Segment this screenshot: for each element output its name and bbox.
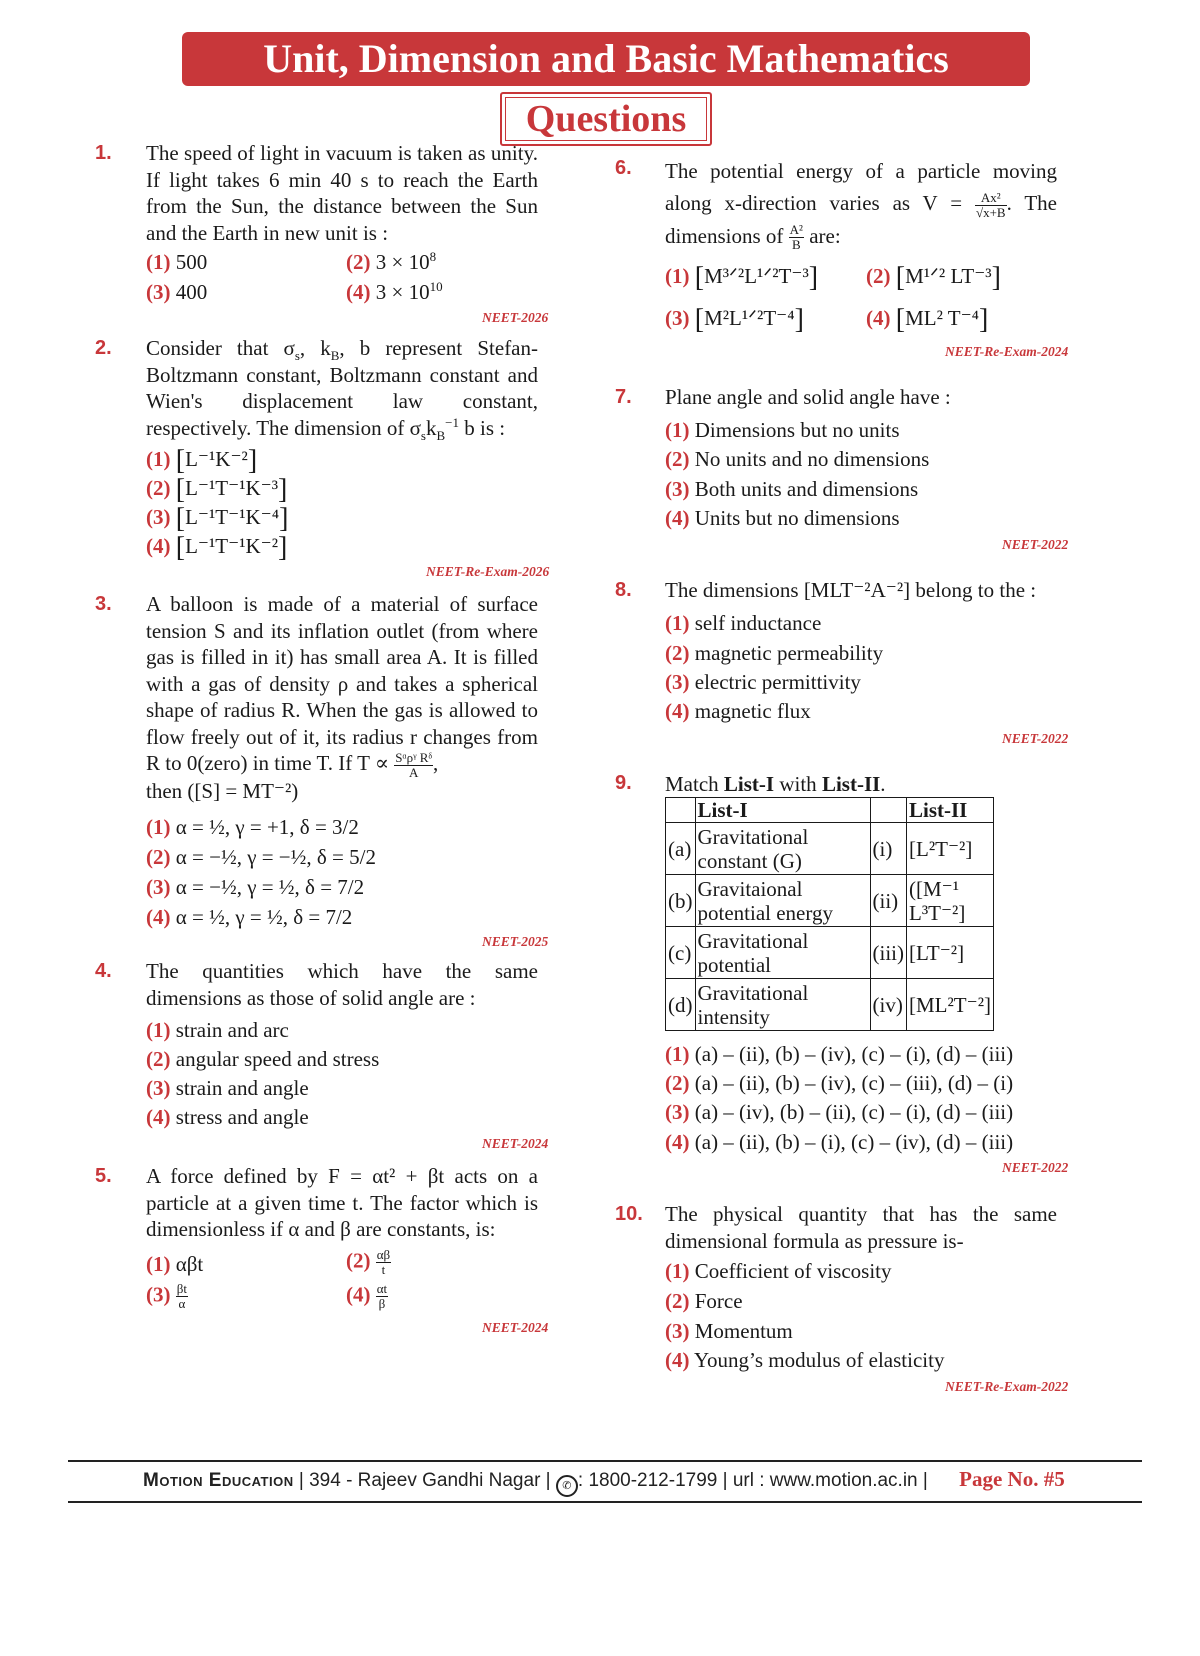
question-number: 3. bbox=[95, 593, 112, 615]
option-1: (1) [L⁻¹K⁻²] bbox=[146, 445, 258, 477]
option-1: (1) (a) – (ii), (b) – (iv), (c) – (i), (d) – (iii) bbox=[665, 1042, 1014, 1066]
question-text: A balloon is made of a material of surface tension S and its inflation outlet (from where gas is filled in it) has small area A. It is filled with a gas of density ρ and takes a spherical shape of radius R. When the gas is allowed to flow freely out of it, its radius r changes from R to 0(zero) in time T. If T ∝ $\frac{\text{Sᵅρᵞ Rᵟ}}{A}$ , bbox=[146, 592, 538, 780]
option-2: (2) (a) – (ii), (b) – (iv), (c) – (iii), (d) – (i) bbox=[665, 1071, 1014, 1095]
source-tag: NEET-2022 bbox=[1002, 537, 1069, 552]
footer-top-rule bbox=[68, 1460, 1142, 1462]
option-1: (1) Dimensions but no units bbox=[665, 418, 900, 442]
page-number: Page No. #5 bbox=[959, 1467, 1065, 1491]
table-row: (d) Gravitational intensity (iv) [ML²T⁻²] bbox=[666, 979, 994, 1031]
option-3: (3) strain and angle bbox=[146, 1076, 309, 1100]
source-tag: NEET-2025 bbox=[482, 934, 549, 949]
question-number: 8. bbox=[615, 579, 632, 601]
option-4: (4) stress and angle bbox=[146, 1105, 309, 1129]
question-number: 7. bbox=[615, 386, 632, 408]
option-1: (1) strain and arc bbox=[146, 1018, 289, 1042]
page-footer bbox=[143, 1467, 1065, 1497]
source-tag: NEET-Re-Exam-2022 bbox=[945, 1379, 1069, 1394]
option-3: (3) α = −½, γ = ½, δ = 7/2 bbox=[146, 875, 365, 899]
option-4: (4) Units but no dimensions bbox=[665, 506, 900, 530]
option-2: (2) [L⁻¹T⁻¹K⁻³] bbox=[146, 474, 288, 506]
source-tag: NEET-Re-Exam-2024 bbox=[945, 344, 1069, 359]
table-row: (b) Gravitaional potential energy (ii) ([M⁻¹ L³T⁻²] bbox=[666, 875, 994, 927]
question-text: The potential energy of a particle moving along x-direction varies as V = $\frac{\text{Ax²}}{√x+B}$ . The dimensions of $\frac{\text{A²}}{B}$ are: bbox=[665, 159, 1058, 253]
question-number: 4. bbox=[95, 960, 112, 982]
option-1: (1) α = ½, γ = +1, δ = 3/2 bbox=[146, 815, 359, 839]
option-3: (3) (a) – (iv), (b) – (ii), (c) – (i), (d) – (iii) bbox=[665, 1100, 1014, 1124]
source-tag: NEET-2024 bbox=[482, 1320, 549, 1335]
option-1: (1) αβt bbox=[146, 1252, 204, 1276]
question-text: A force defined by F = αt² + βt acts on a particle at a given time t. The factor which is dimensionless if α and β are constants, is: bbox=[146, 1164, 538, 1241]
source-tag: NEET-2022 bbox=[1002, 731, 1069, 746]
option-2: (2) Force bbox=[665, 1289, 743, 1313]
source-tag: NEET-2024 bbox=[482, 1136, 549, 1151]
option-1: (1) 500 bbox=[146, 250, 208, 274]
question-text: Consider that $\sigma_s$, $k_B$, b represent Stefan-Boltzmann constant, Boltzmann constant and Wien's displacement law constant, respectively. The dimension of $\sigma_sk_B^{-1}$ b is : bbox=[146, 336, 538, 443]
question-text: Match List-I with List-II. bbox=[665, 772, 886, 796]
question-number: 10. bbox=[615, 1203, 643, 1225]
option-3: (3) Both units and dimensions bbox=[665, 477, 919, 501]
option-2: (2) $3 \times 10^8$ bbox=[346, 249, 437, 274]
option-2: (2) magnetic permeability bbox=[665, 641, 884, 665]
table-row: (c) Gravitational potential (iii) [LT⁻²] bbox=[666, 927, 994, 979]
option-2: (2) $\frac{\alpha\beta}{t}$ bbox=[346, 1247, 391, 1277]
question-text: The quantities which have the same dimensions as those of solid angle are : bbox=[146, 959, 538, 1010]
footer-bottom-rule bbox=[68, 1501, 1142, 1503]
question-number: 9. bbox=[615, 772, 632, 794]
questions-heading: Questions bbox=[505, 97, 707, 141]
footer-phone: : 1800-212-1799 bbox=[577, 1470, 718, 1491]
question-number: 1. bbox=[95, 142, 112, 164]
footer-brand: Motion Education bbox=[143, 1470, 294, 1491]
option-4: (4) (a) – (ii), (b) – (i), (c) – (iv), (d) – (iii) bbox=[665, 1130, 1014, 1154]
option-4: (4) $\frac{\alpha t}{\beta}$ bbox=[346, 1281, 388, 1311]
option-2: (2) angular speed and stress bbox=[146, 1047, 380, 1071]
option-2: (2) α = −½, γ = −½, δ = 5/2 bbox=[146, 845, 376, 869]
option-2: (2) No units and no dimensions bbox=[665, 447, 930, 471]
question-number: 5. bbox=[95, 1165, 112, 1187]
option-4: (4) magnetic flux bbox=[665, 699, 811, 723]
option-3: (3) [M²L¹ᐟ²T⁻⁴] bbox=[665, 304, 804, 336]
option-4: (4) [L⁻¹T⁻¹K⁻²] bbox=[146, 532, 288, 564]
option-2: (2) [M¹ᐟ² LT⁻³] bbox=[866, 262, 1001, 294]
option-4: (4) α = ½, γ = ½, δ = 7/2 bbox=[146, 905, 353, 929]
table-row: (a) Gravitational constant (G) (i) [L²T⁻²] bbox=[666, 823, 994, 875]
phone-icon: ✆ bbox=[556, 1475, 578, 1497]
option-4: (4) $3 \times 10^{10}$ bbox=[346, 279, 443, 304]
question-text: Plane angle and solid angle have : bbox=[665, 385, 951, 409]
match-table bbox=[665, 797, 994, 1031]
option-4: (4) Young’s modulus of elasticity bbox=[665, 1348, 945, 1372]
question-number: 6. bbox=[615, 157, 632, 179]
chapter-title: Unit, Dimension and Basic Mathematics bbox=[263, 36, 949, 81]
option-1: (1) [M³ᐟ²L¹ᐟ²T⁻³] bbox=[665, 262, 819, 294]
question-number: 2. bbox=[95, 337, 112, 359]
source-tag: NEET-Re-Exam-2026 bbox=[426, 564, 550, 579]
option-1: (1) Coefficient of viscosity bbox=[665, 1259, 892, 1283]
question-text-continued: then ([S] = MT⁻²) bbox=[146, 779, 299, 803]
footer-address: | 394 - Rajeev Gandhi Nagar | bbox=[298, 1470, 551, 1491]
option-3: (3) Momentum bbox=[665, 1319, 793, 1343]
option-4: (4) [ML² T⁻⁴] bbox=[866, 304, 989, 336]
question-text: The dimensions [MLT⁻²A⁻²] belong to the : bbox=[665, 578, 1037, 602]
option-3: (3) $\frac{\beta t}{\alpha}$ bbox=[146, 1281, 187, 1311]
footer-url: | url : www.motion.ac.in | bbox=[722, 1470, 928, 1491]
table-header-row: List-I List-II bbox=[666, 798, 994, 823]
source-tag: NEET-2022 bbox=[1002, 1160, 1069, 1175]
option-3: (3) [L⁻¹T⁻¹K⁻⁴] bbox=[146, 503, 289, 535]
option-3: (3) 400 bbox=[146, 280, 208, 304]
question-text: The speed of light in vacuum is taken as unity. If light takes 6 min 40 s to reach the Earth from the Sun, the distance between the Sun and the Earth in new unit is : bbox=[146, 141, 538, 245]
source-tag: NEET-2026 bbox=[482, 310, 549, 325]
option-3: (3) electric permittivity bbox=[665, 670, 861, 694]
question-text: The physical quantity that has the same dimensional formula as pressure is- bbox=[665, 1202, 1057, 1253]
option-1: (1) self inductance bbox=[665, 611, 822, 635]
chapter-title-banner bbox=[182, 32, 1030, 86]
questions-heading-box bbox=[500, 92, 712, 146]
